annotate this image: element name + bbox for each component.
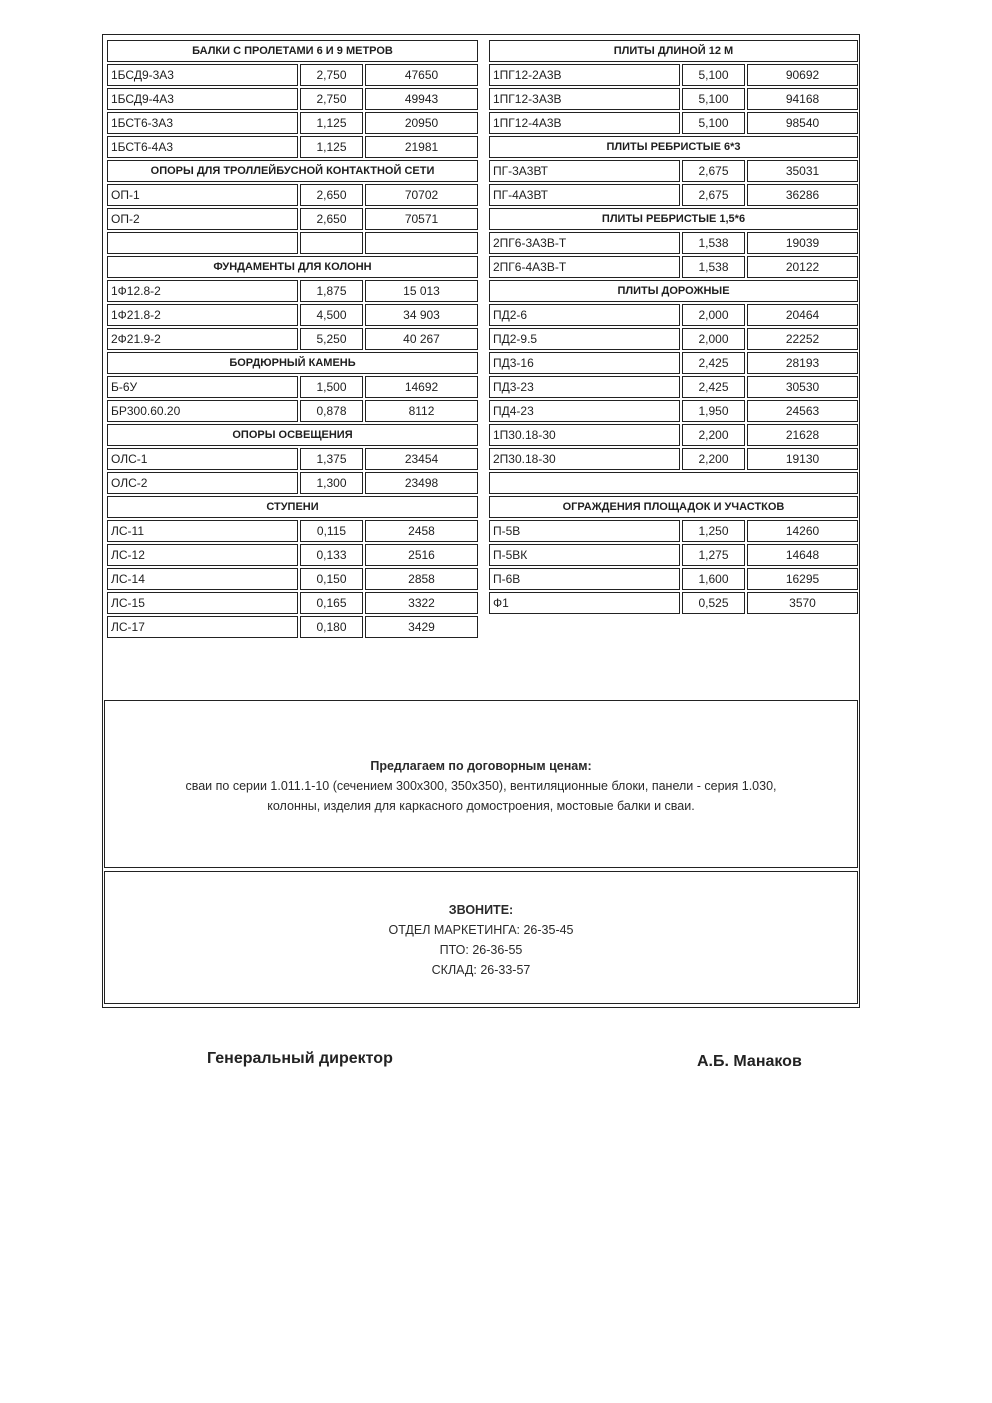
table-row — [489, 568, 858, 590]
product-name: 1БСТ6-3А3 — [107, 112, 298, 134]
product-price: 47650 — [365, 64, 478, 86]
product-name: ПД3-23 — [489, 376, 680, 398]
product-price: 20122 — [747, 256, 858, 278]
product-price: 90692 — [747, 64, 858, 86]
product-name: 1БСД9-4А3 — [107, 88, 298, 110]
product-mass: 2,425 — [682, 352, 745, 374]
product-mass: 2,650 — [300, 184, 363, 206]
contacts-title: ЗВОНИТЕ: — [448, 903, 514, 917]
section-header-row — [107, 352, 478, 374]
table-row — [107, 448, 478, 470]
product-price: 14648 — [747, 544, 858, 566]
product-price: 28193 — [747, 352, 858, 374]
product-name: 2П30.18-30 — [489, 448, 680, 470]
product-mass: 5,100 — [682, 64, 745, 86]
product-price: 36286 — [747, 184, 858, 206]
table-row — [489, 328, 858, 350]
table-row — [107, 304, 478, 326]
offer-line-1: сваи по серии 1.011.1-10 (сечением 300х300, 350х350), вентиляционные блоки, панели - серия 1.030, — [185, 779, 777, 793]
product-name: ОП-1 — [107, 184, 298, 206]
product-mass: 1,250 — [682, 520, 745, 542]
table-row — [107, 376, 478, 398]
table-row — [107, 232, 478, 254]
product-name: П-6В — [489, 568, 680, 590]
product-mass: 1,538 — [682, 232, 745, 254]
section-header-row — [489, 496, 858, 518]
section-title: СТУПЕНИ — [107, 496, 478, 518]
product-mass: 2,000 — [682, 328, 745, 350]
offer-line-2: колонны, изделия для каркасного домостроения, мостовые балки и сваи. — [267, 799, 695, 813]
contact-marketing: ОТДЕЛ МАРКЕТИНГА: 26-35-45 — [388, 923, 574, 937]
product-price: 23498 — [365, 472, 478, 494]
table-row — [489, 544, 858, 566]
section-header-row — [107, 424, 478, 446]
table-row — [107, 136, 478, 158]
section-header-row — [107, 256, 478, 278]
product-price: 34 903 — [365, 304, 478, 326]
product-price: 19039 — [747, 232, 858, 254]
table-row — [107, 184, 478, 206]
product-name: П-5В — [489, 520, 680, 542]
product-price: 3570 — [747, 592, 858, 614]
section-title — [489, 472, 858, 494]
product-price: 24563 — [747, 400, 858, 422]
product-name: ПГ-4А3ВТ — [489, 184, 680, 206]
product-mass: 2,750 — [300, 88, 363, 110]
product-price: 22252 — [747, 328, 858, 350]
product-name: Ф1 — [489, 592, 680, 614]
section-title: ФУНДАМЕНТЫ ДЛЯ КОЛОНН — [107, 256, 478, 278]
product-name: 2ПГ6-4А3В-Т — [489, 256, 680, 278]
table-row — [107, 208, 478, 230]
product-price: 23454 — [365, 448, 478, 470]
table-row — [489, 592, 858, 614]
section-header-row — [489, 136, 858, 158]
section-header-row — [489, 208, 858, 230]
product-name: 1ПГ12-3А3В — [489, 88, 680, 110]
table-row — [489, 520, 858, 542]
product-name: 1Ф12.8-2 — [107, 280, 298, 302]
product-mass: 1,275 — [682, 544, 745, 566]
product-mass: 2,650 — [300, 208, 363, 230]
product-price: 2858 — [365, 568, 478, 590]
section-header-row — [489, 472, 858, 494]
product-name: ПД4-23 — [489, 400, 680, 422]
table-row — [489, 232, 858, 254]
table-row — [489, 376, 858, 398]
product-name: ПД2-6 — [489, 304, 680, 326]
product-mass: 1,375 — [300, 448, 363, 470]
product-name: ОП-2 — [107, 208, 298, 230]
product-name: 1П30.18-30 — [489, 424, 680, 446]
product-price: 19130 — [747, 448, 858, 470]
table-row — [107, 112, 478, 134]
contacts-block — [104, 871, 858, 1004]
table-row — [107, 400, 478, 422]
table-row — [489, 184, 858, 206]
table-row — [107, 88, 478, 110]
product-mass: 0,150 — [300, 568, 363, 590]
product-mass: 1,875 — [300, 280, 363, 302]
product-name: ОЛС-1 — [107, 448, 298, 470]
product-mass: 1,500 — [300, 376, 363, 398]
section-title: ОГРАЖДЕНИЯ ПЛОЩАДОК И УЧАСТКОВ — [489, 496, 858, 518]
product-price: 30530 — [747, 376, 858, 398]
product-mass: 2,200 — [682, 448, 745, 470]
product-price: 20950 — [365, 112, 478, 134]
offer-block — [104, 700, 858, 868]
table-row — [107, 568, 478, 590]
product-mass: 1,125 — [300, 112, 363, 134]
product-mass: 1,538 — [682, 256, 745, 278]
product-mass: 2,200 — [682, 424, 745, 446]
product-price: 3429 — [365, 616, 478, 638]
product-mass: 2,675 — [682, 160, 745, 182]
product-mass: 0,525 — [682, 592, 745, 614]
product-price: 14260 — [747, 520, 858, 542]
contact-pto: ПТО: 26-36-55 — [439, 943, 523, 957]
table-row — [489, 112, 858, 134]
product-price: 14692 — [365, 376, 478, 398]
section-title: ПЛИТЫ ДОРОЖНЫЕ — [489, 280, 858, 302]
product-price: 70702 — [365, 184, 478, 206]
section-header-row — [489, 40, 858, 62]
table-row — [107, 328, 478, 350]
product-name: 2Ф21.9-2 — [107, 328, 298, 350]
section-header-row — [107, 160, 478, 182]
product-name: БР300.60.20 — [107, 400, 298, 422]
offer-title: Предлагаем по договорным ценам: — [370, 759, 592, 773]
table-row — [489, 256, 858, 278]
product-mass: 0,878 — [300, 400, 363, 422]
product-price: 3322 — [365, 592, 478, 614]
table-row — [107, 280, 478, 302]
signature-title: Генеральный директор — [207, 1050, 393, 1067]
product-name: ПД2-9.5 — [489, 328, 680, 350]
table-row — [489, 352, 858, 374]
product-name: 1ПГ12-4А3В — [489, 112, 680, 134]
product-mass: 4,500 — [300, 304, 363, 326]
product-price — [365, 232, 478, 254]
product-name: ЛС-14 — [107, 568, 298, 590]
product-name: ОЛС-2 — [107, 472, 298, 494]
contact-warehouse: СКЛАД: 26-33-57 — [431, 963, 531, 977]
product-mass — [300, 232, 363, 254]
left-column — [105, 38, 480, 640]
product-name: 1БСД9-3А3 — [107, 64, 298, 86]
product-mass: 5,250 — [300, 328, 363, 350]
product-price: 35031 — [747, 160, 858, 182]
section-title: ПЛИТЫ РЕБРИСТЫЕ 1,5*6 — [489, 208, 858, 230]
section-title: БОРДЮРНЫЙ КАМЕНЬ — [107, 352, 478, 374]
product-price: 2458 — [365, 520, 478, 542]
section-title: ПЛИТЫ ДЛИНОЙ 12 М — [489, 40, 858, 62]
table-row — [489, 88, 858, 110]
product-name: 1Ф21.8-2 — [107, 304, 298, 326]
product-price: 49943 — [365, 88, 478, 110]
table-row — [107, 64, 478, 86]
table-row — [107, 592, 478, 614]
table-row — [489, 424, 858, 446]
product-price: 40 267 — [365, 328, 478, 350]
product-mass: 0,165 — [300, 592, 363, 614]
product-price: 98540 — [747, 112, 858, 134]
section-title: ОПОРЫ ДЛЯ ТРОЛЛЕЙБУСНОЙ КОНТАКТНОЙ СЕТИ — [107, 160, 478, 182]
product-price: 8112 — [365, 400, 478, 422]
product-mass: 1,600 — [682, 568, 745, 590]
product-mass: 0,133 — [300, 544, 363, 566]
product-name: П-5ВК — [489, 544, 680, 566]
product-name: 2ПГ6-3А3В-Т — [489, 232, 680, 254]
section-title: ПЛИТЫ РЕБРИСТЫЕ 6*3 — [489, 136, 858, 158]
product-price: 70571 — [365, 208, 478, 230]
product-name: 1БСТ6-4А3 — [107, 136, 298, 158]
product-price: 15 013 — [365, 280, 478, 302]
product-price: 2516 — [365, 544, 478, 566]
product-price: 21628 — [747, 424, 858, 446]
product-name: Б-6У — [107, 376, 298, 398]
table-row — [107, 472, 478, 494]
left-price-table — [105, 38, 480, 640]
table-row — [107, 520, 478, 542]
table-row — [489, 400, 858, 422]
product-name: ЛС-12 — [107, 544, 298, 566]
product-mass: 0,115 — [300, 520, 363, 542]
product-price: 20464 — [747, 304, 858, 326]
section-header-row — [489, 280, 858, 302]
section-title: ОПОРЫ ОСВЕЩЕНИЯ — [107, 424, 478, 446]
product-name: ПД3-16 — [489, 352, 680, 374]
product-name: ЛС-15 — [107, 592, 298, 614]
table-row — [489, 304, 858, 326]
table-row — [489, 160, 858, 182]
product-mass: 2,750 — [300, 64, 363, 86]
section-title: БАЛКИ С ПРОЛЕТАМИ 6 И 9 МЕТРОВ — [107, 40, 478, 62]
product-mass: 2,000 — [682, 304, 745, 326]
table-row — [107, 544, 478, 566]
product-price: 21981 — [365, 136, 478, 158]
product-name: ЛС-17 — [107, 616, 298, 638]
product-mass: 5,100 — [682, 88, 745, 110]
product-mass: 2,425 — [682, 376, 745, 398]
product-mass: 1,125 — [300, 136, 363, 158]
table-row — [489, 448, 858, 470]
product-mass: 5,100 — [682, 112, 745, 134]
product-name: 1ПГ12-2А3В — [489, 64, 680, 86]
product-name: ПГ-3А3ВТ — [489, 160, 680, 182]
table-row — [107, 616, 478, 638]
right-column — [487, 38, 860, 616]
right-price-table — [487, 38, 860, 616]
product-price: 94168 — [747, 88, 858, 110]
product-mass: 0,180 — [300, 616, 363, 638]
product-price: 16295 — [747, 568, 858, 590]
product-mass: 2,675 — [682, 184, 745, 206]
product-mass: 1,950 — [682, 400, 745, 422]
section-header-row — [107, 40, 478, 62]
table-row — [489, 64, 858, 86]
product-mass: 1,300 — [300, 472, 363, 494]
signature-name: А.Б. Манаков — [697, 1053, 802, 1070]
section-header-row — [107, 496, 478, 518]
product-name — [107, 232, 298, 254]
product-name: ЛС-11 — [107, 520, 298, 542]
